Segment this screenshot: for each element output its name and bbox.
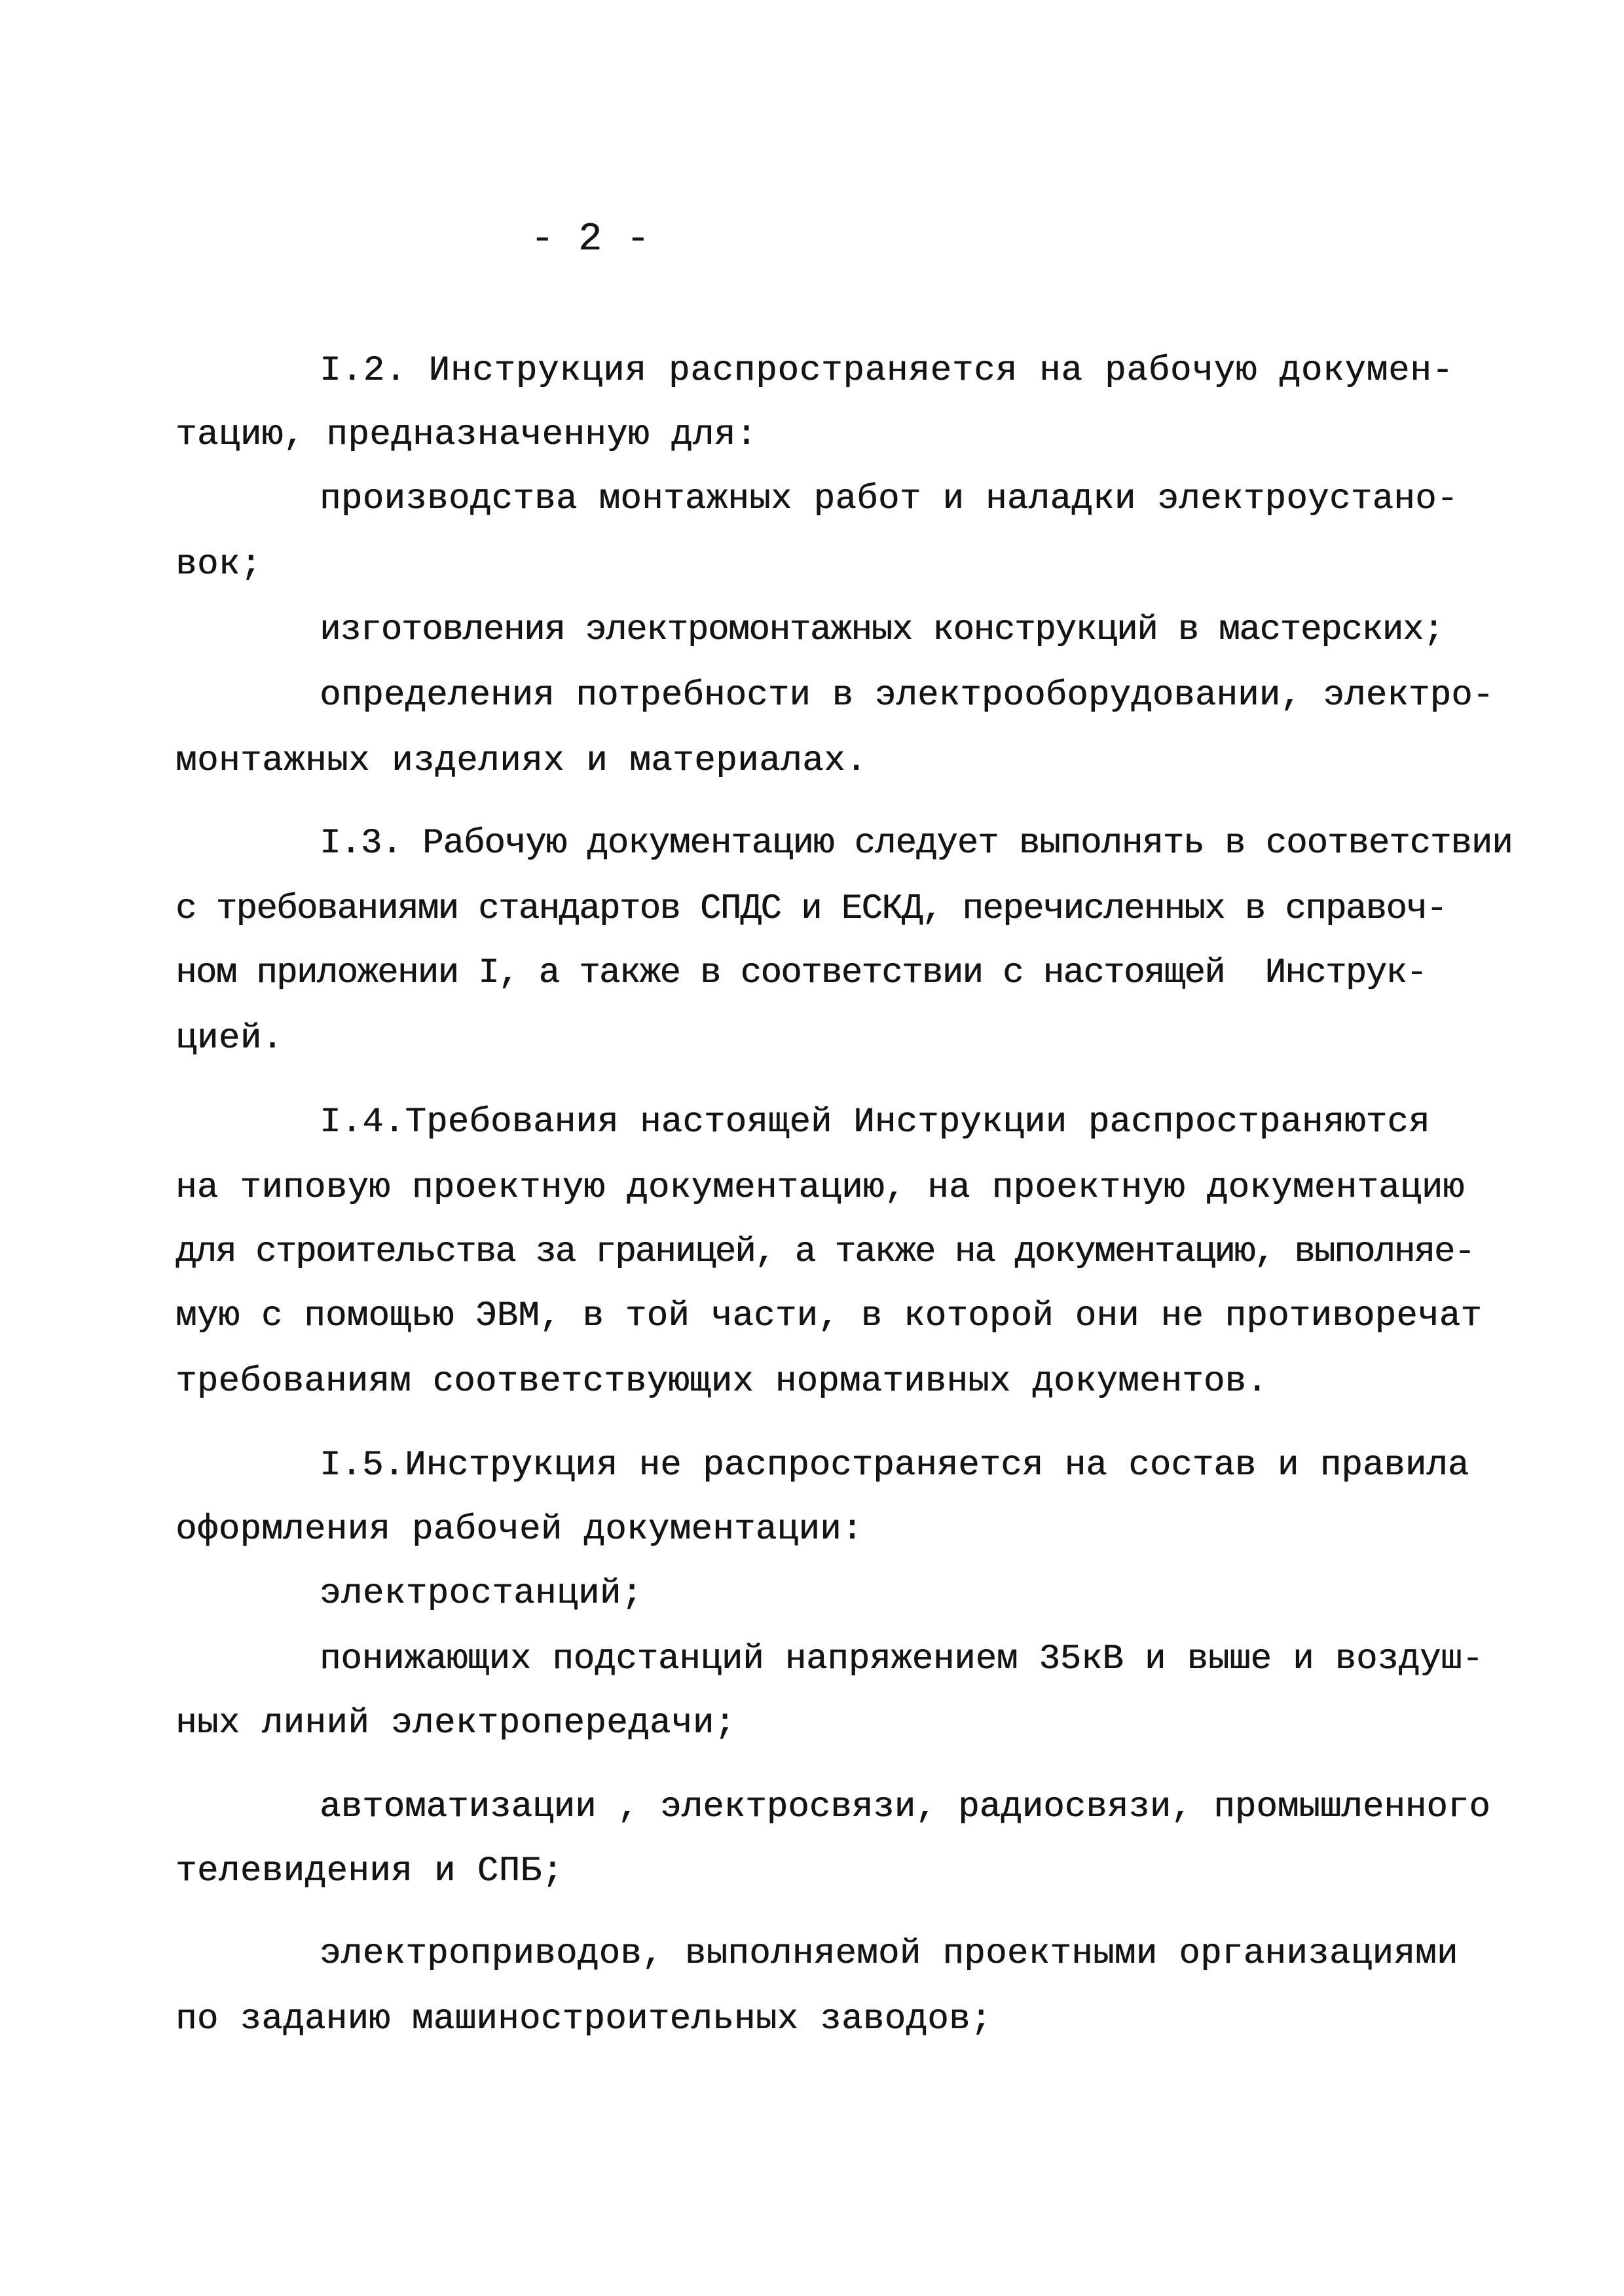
- text-line: понижающих подстанций напряжением 35кВ и выше и воздуш-: [320, 1639, 1483, 1679]
- text-line: ных линий электропередачи;: [175, 1704, 736, 1743]
- text-line: цией.: [175, 1019, 284, 1059]
- text-line: телевидения и СПБ;: [175, 1851, 564, 1891]
- text-line: I.5.Инструкция не распространяется на состав и правила: [320, 1446, 1469, 1485]
- text-line: оформления рабочей документации:: [175, 1510, 863, 1550]
- text-line: автоматизации , электросвязи, радиосвязи, промышленного: [320, 1787, 1490, 1827]
- text-line: для строительства за границей, а также на документацию, выполняе-: [175, 1232, 1474, 1272]
- text-line: по заданию машиностроительных заводов;: [175, 1999, 992, 2039]
- text-line: на типовую проектную документацию, на проектную документацию: [175, 1168, 1465, 1208]
- text-line: производства монтажных работ и наладки электроустано-: [320, 479, 1458, 519]
- text-line: ном приложении I, а также в соответствии с настоящей Инструк-: [175, 953, 1426, 993]
- text-line: электроприводов, выполняемой проектными организациями: [320, 1934, 1458, 1974]
- text-line: мую с помощью ЭВМ, в той части, в которой они не противоречат: [175, 1296, 1483, 1336]
- text-line: I.3. Рабочую документацию следует выполнять в соответствии: [320, 824, 1513, 864]
- text-line: изготовления электромонтажных конструкций в мастерских;: [320, 610, 1444, 650]
- text-line: с требованиями стандартов СПДС и ЕСКД, перечисленных в справоч-: [175, 889, 1447, 929]
- text-line: тацию, предназначенную для:: [175, 415, 758, 455]
- text-line: I.2. Инструкция распространяется на рабочую докумен-: [320, 351, 1454, 391]
- text-line: определения потребности в электрооборудовании, электро-: [320, 676, 1494, 716]
- text-line: монтажных изделиях и материалах.: [175, 741, 868, 781]
- text-line: электростанций;: [320, 1574, 643, 1614]
- page-number: - 2 -: [530, 217, 650, 262]
- text-line: I.4.Требования настоящей Инструкции распространяются: [320, 1102, 1430, 1142]
- text-line: вок;: [175, 545, 262, 585]
- text-line: требованиям соответствующих нормативных документов.: [175, 1362, 1268, 1402]
